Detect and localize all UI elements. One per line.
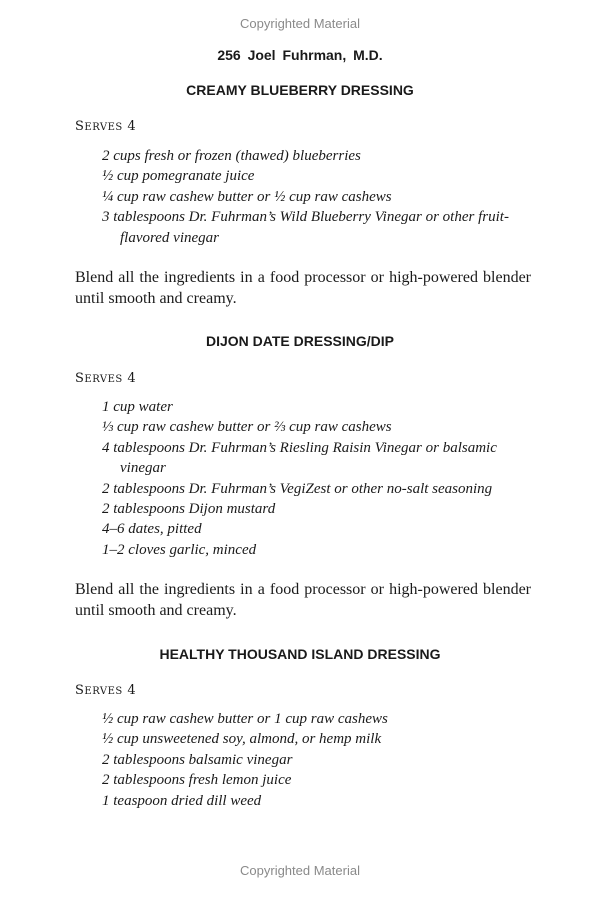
ingredient: ½ cup pomegranate juice xyxy=(102,168,255,185)
ingredient: 1 cup water xyxy=(102,399,173,415)
ingredient: 1 teaspoon dried dill weed xyxy=(102,792,262,809)
ingredient: 1–2 cloves garlic, minced xyxy=(102,541,257,558)
recipe-title: HEALTHY THOUSAND ISLAND DRESSING xyxy=(159,646,441,662)
recipe-title: DIJON DATE DRESSING/DIP xyxy=(206,333,394,349)
ingredient: 3 tablespoons Dr. Fuhrman’s Wild Blueberry Vinegar or other fruit-flavored vinegar xyxy=(102,209,509,246)
recipe-serves xyxy=(75,683,136,698)
recipe-serves xyxy=(75,119,136,134)
ingredient: 2 tablespoons Dijon mustard xyxy=(102,501,276,518)
copyright-watermark-bottom: Copyrighted Material xyxy=(240,863,360,878)
ingredient: 2 tablespoons balsamic vinegar xyxy=(102,751,293,768)
running-header-author: Joel Fuhrman, M.D. xyxy=(247,47,383,63)
ingredient-list xyxy=(102,397,542,560)
serves-label-initial: S xyxy=(75,371,85,386)
serves-label-rest: ERVES xyxy=(84,122,123,133)
ingredient-list xyxy=(102,146,542,248)
serves-count: 4 xyxy=(127,683,137,698)
recipe-serves xyxy=(75,371,136,386)
ingredient: ½ cup unsweetened soy, almond, or hemp milk xyxy=(102,731,382,748)
serves-label-initial: S xyxy=(75,119,85,134)
recipe-instructions: Blend all the ingredients in a food processor or high-powered blender until smooth and creamy. xyxy=(75,269,531,307)
recipe-title: CREAMY BLUEBERRY DRESSING xyxy=(186,82,414,98)
ingredient: ⅓ cup raw cashew butter or ⅔ cup raw cashews xyxy=(102,419,392,436)
page-number: 256 xyxy=(217,47,241,63)
ingredient: 2 cups fresh or frozen (thawed) blueberries xyxy=(102,148,361,164)
ingredient: ½ cup raw cashew butter or 1 cup raw cashews xyxy=(102,711,388,727)
recipe-instructions: Blend all the ingredients in a food processor or high-powered blender until smooth and creamy. xyxy=(75,581,531,619)
ingredient-list xyxy=(102,709,542,811)
copyright-watermark-top: Copyrighted Material xyxy=(240,16,360,31)
serves-count: 4 xyxy=(127,119,137,134)
ingredient: 2 tablespoons fresh lemon juice xyxy=(102,772,292,789)
ingredient: 4 tablespoons Dr. Fuhrman’s Riesling Raisin Vinegar or balsamic vinegar xyxy=(102,439,497,477)
ingredient: 2 tablespoons Dr. Fuhrman’s VegiZest or other no-salt seasoning xyxy=(102,480,493,497)
running-header xyxy=(0,47,600,63)
ingredient: ¼ cup raw cashew butter or ½ cup raw cashews xyxy=(102,188,392,205)
serves-label-rest: ERVES xyxy=(84,374,123,385)
serves-count: 4 xyxy=(127,371,137,386)
ingredient: 4–6 dates, pitted xyxy=(102,521,202,538)
serves-label-rest: ERVES xyxy=(84,686,123,697)
serves-label-initial: S xyxy=(75,683,85,698)
